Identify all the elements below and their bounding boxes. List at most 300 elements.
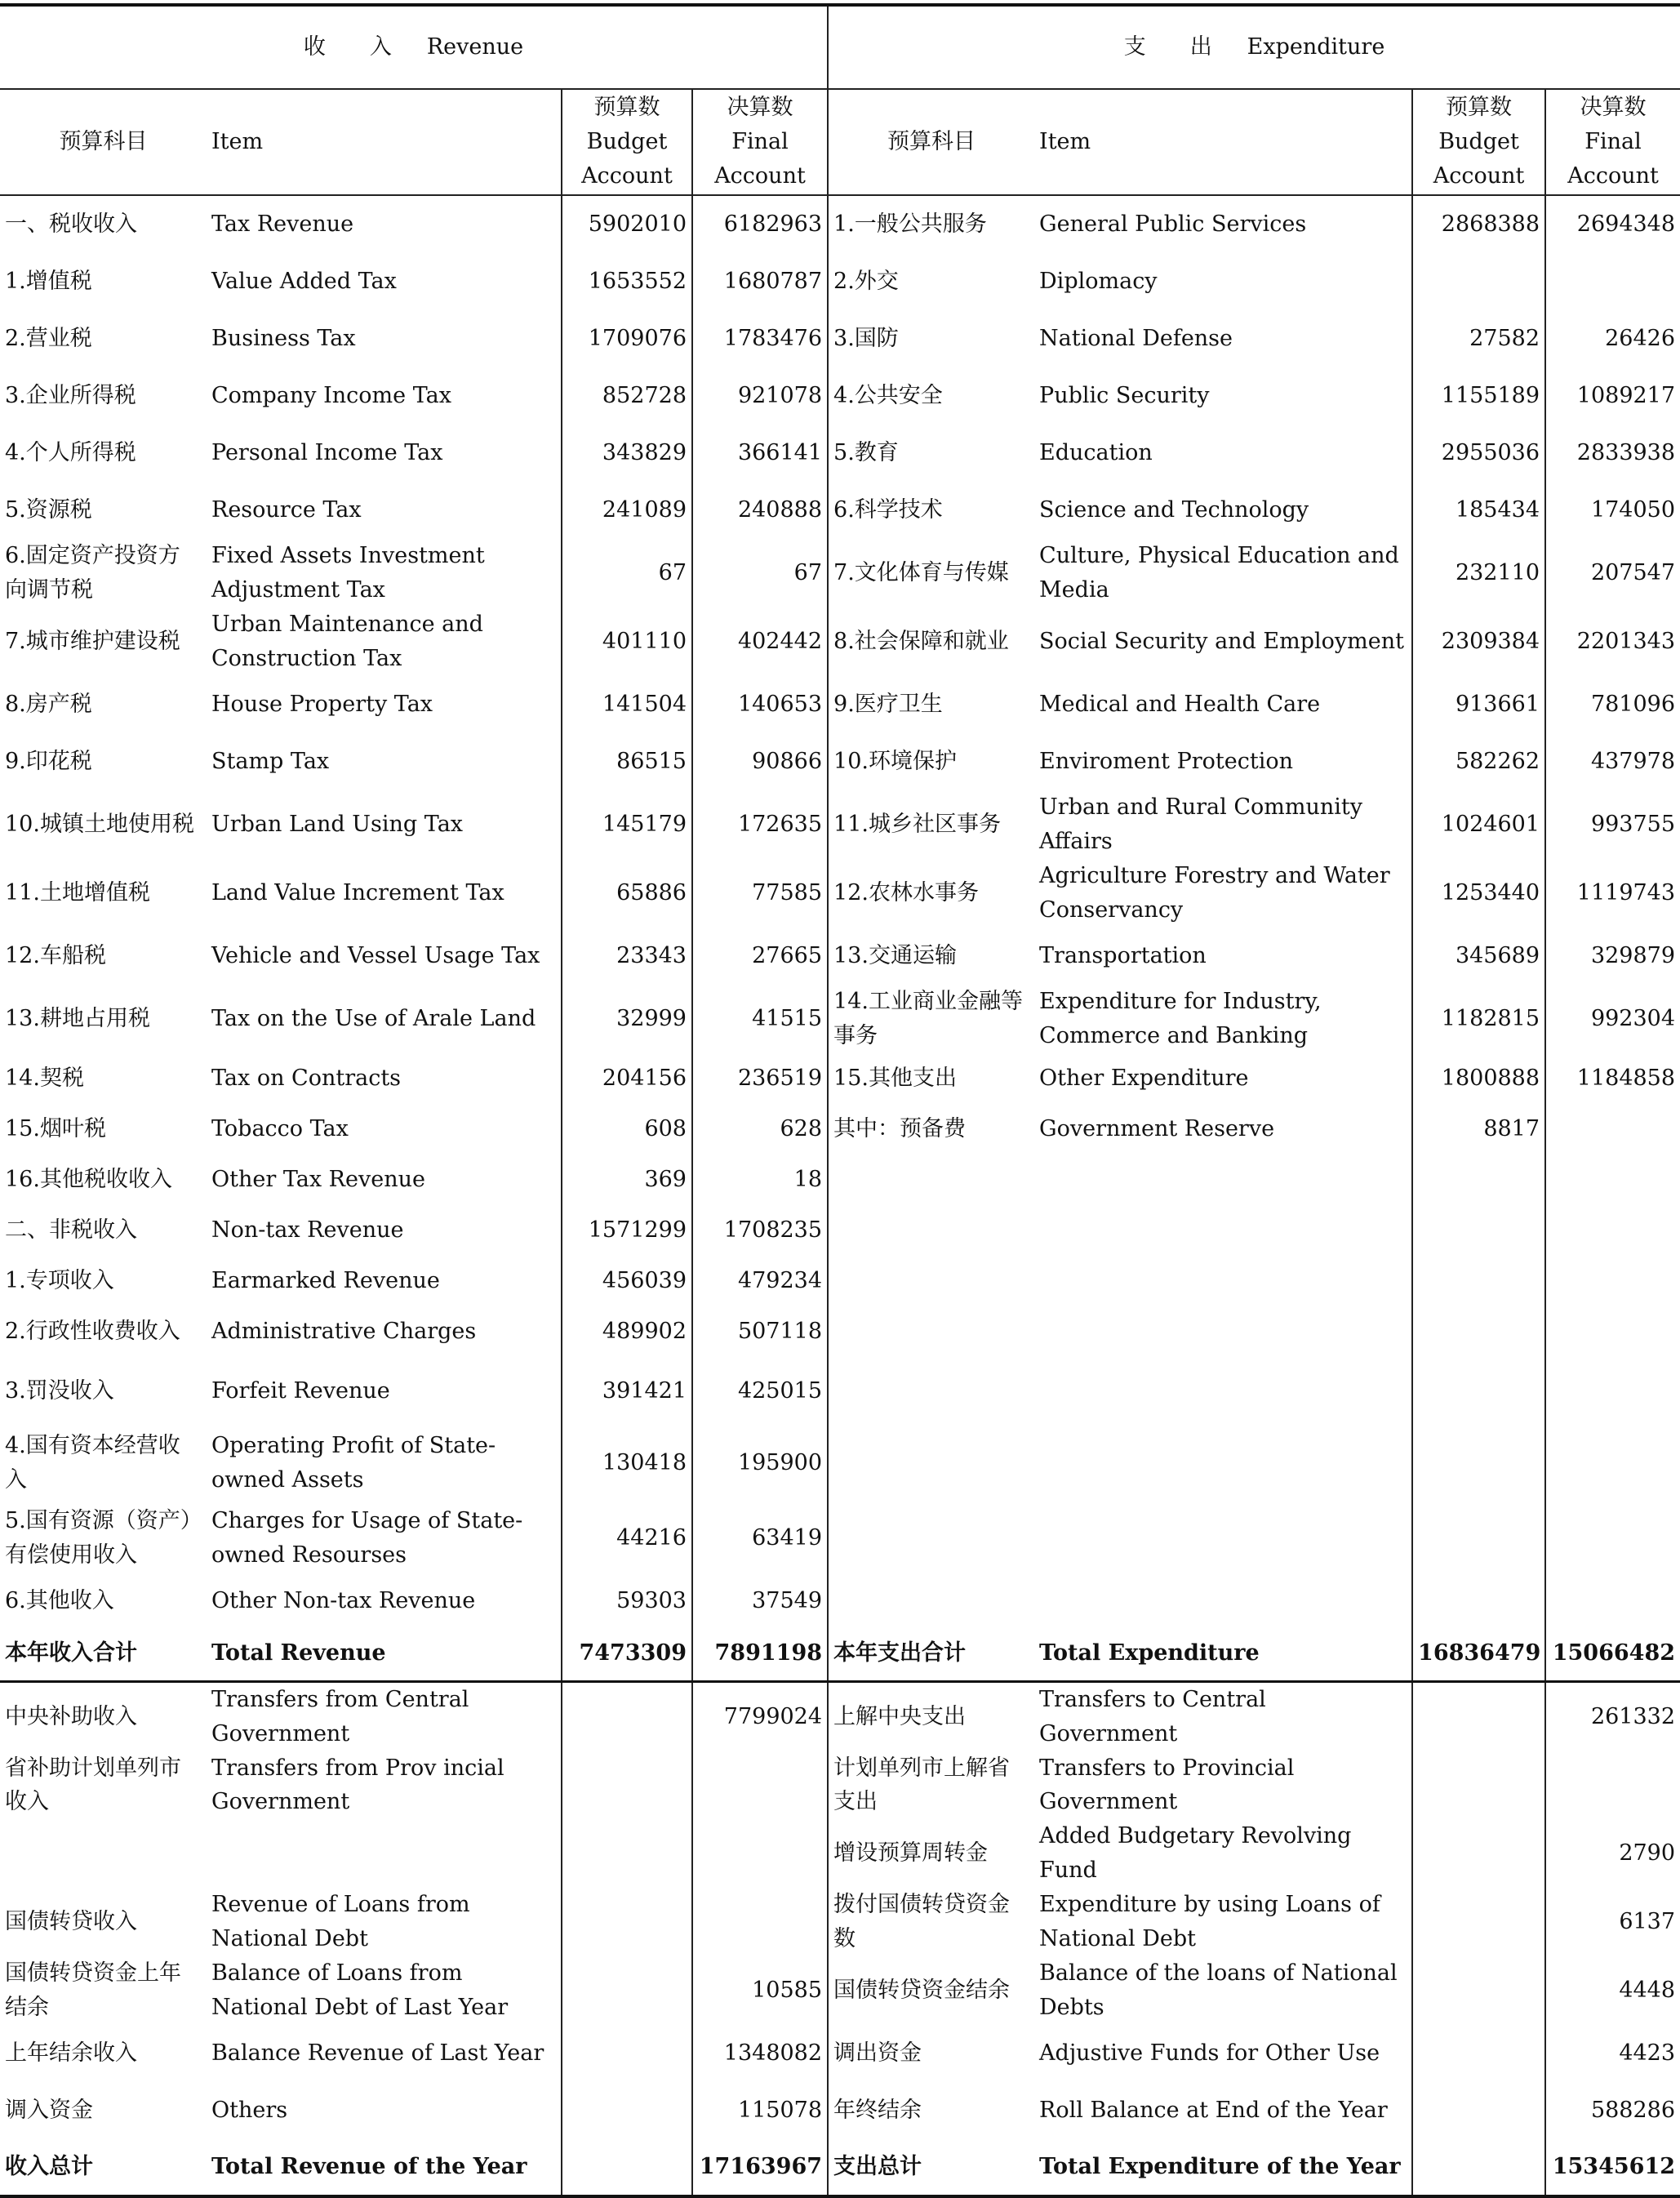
expenditure-budget-cell <box>1412 1501 1545 1576</box>
expenditure-final-cell <box>1545 1751 1680 1819</box>
expenditure-final-cell <box>1545 1306 1680 1357</box>
expenditure-subject-cell: 12.农林水事务 <box>828 859 1034 928</box>
table-row <box>0 1426 1680 1501</box>
revenue-subject-cell: 13.耕地占用税 <box>5 1005 150 1031</box>
revenue-subject-cell: 一、税收收入 <box>5 211 137 238</box>
table-row <box>0 1104 1680 1155</box>
expenditure-final-cell: 992304 <box>1545 985 1680 1053</box>
revenue-subject-cell: 省补助计划单列市收入 <box>5 1755 181 1815</box>
expenditure-subject-cell: 6.科学技术 <box>828 482 1034 539</box>
expenditure-subject-cell: 10.环境保护 <box>828 733 1034 790</box>
expenditure-budget-cell <box>1412 1256 1545 1306</box>
revenue-subject-cell: 上年结余收入 <box>5 2040 137 2067</box>
revenue-final-cell: 6182963 <box>692 195 828 253</box>
expenditure-final-cell <box>1545 1256 1680 1306</box>
revenue-item-cell: Others <box>211 2098 288 2124</box>
expenditure-item-cell: Diplomacy <box>1039 269 1158 295</box>
budget-header-en2: Account <box>581 162 673 189</box>
expenditure-item-cell: Total Expenditure of the Year <box>1034 2139 1412 2196</box>
revenue-final-cell: 628 <box>692 1104 828 1155</box>
table-row <box>0 928 1680 985</box>
revenue-budget-cell: 369 <box>562 1155 692 1205</box>
expenditure-subject-cell <box>828 1501 1034 1576</box>
expenditure-budget-cell <box>1412 1956 1545 2025</box>
revenue-final-cell <box>692 1751 828 1819</box>
revenue-budget-cell: 23343 <box>562 928 692 985</box>
expenditure-subject-header: 预算科目 <box>828 89 1034 195</box>
expenditure-subject-cell <box>828 1205 1034 1256</box>
table-row <box>0 1819 1680 1888</box>
column-header-row <box>0 89 1680 195</box>
revenue-subject-cell: 国债转贷资金上年结余 <box>5 1960 181 2021</box>
revenue-budget-cell <box>562 1956 692 2025</box>
revenue-item-cell: Fixed Assets Investment Adjustment Tax <box>211 543 485 603</box>
revenue-item-cell: Transfers from Prov incial Government <box>211 1755 504 1815</box>
revenue-budget-cell: 32999 <box>562 985 692 1053</box>
expenditure-subject-cell: 7.文化体育与传媒 <box>828 539 1034 607</box>
expenditure-final-cell <box>1545 1155 1680 1205</box>
final-header-en1: Final <box>1584 129 1642 155</box>
table-row <box>0 253 1680 310</box>
revenue-subject-cell: 16.其他税收收入 <box>5 1166 172 1192</box>
expenditure-final-cell <box>1545 1501 1680 1576</box>
expenditure-subject-cell: 增设预算周转金 <box>828 1819 1034 1888</box>
table-row <box>0 1576 1680 1626</box>
expenditure-item-header: Item <box>1034 89 1412 195</box>
revenue-final-cell: 63419 <box>692 1501 828 1576</box>
revenue-budget-cell: 852728 <box>562 367 692 425</box>
expenditure-item-cell <box>1034 1576 1412 1626</box>
expenditure-subject-cell: 11.城乡社区事务 <box>828 790 1034 859</box>
revenue-item-cell: Company Income Tax <box>211 383 451 409</box>
revenue-final-cell <box>692 1888 828 1956</box>
revenue-item-cell: Operating Profit of State-owned Assets <box>211 1432 496 1493</box>
revenue-budget-cell: 5902010 <box>562 195 692 253</box>
revenue-final-cell: 90866 <box>692 733 828 790</box>
final-header-en1: Final <box>731 129 789 155</box>
revenue-subject-header: 预算科目 <box>0 89 207 195</box>
expenditure-item-cell: Balance of the loans of National Debts <box>1039 1960 1398 2021</box>
table-row <box>0 367 1680 425</box>
expenditure-subject-cell <box>828 1426 1034 1501</box>
expenditure-subject-cell: 年终结余 <box>828 2082 1034 2139</box>
revenue-subject-cell: 3.罚没收入 <box>5 1377 114 1404</box>
expenditure-item-cell <box>1034 1256 1412 1306</box>
revenue-budget-cell: 1571299 <box>562 1205 692 1256</box>
revenue-budget-cell: 7473309 <box>562 1626 692 1682</box>
revenue-subject-cell: 2.行政性收费收入 <box>5 1318 180 1344</box>
expenditure-final-cell <box>1545 253 1680 310</box>
expenditure-budget-cell: 185434 <box>1412 482 1545 539</box>
expenditure-item-cell: Government Reserve <box>1039 1115 1275 1141</box>
expenditure-budget-cell: 345689 <box>1412 928 1545 985</box>
expenditure-final-cell <box>1545 1205 1680 1256</box>
expenditure-title-cn: 支 出 <box>1123 34 1212 60</box>
revenue-item-cell: Urban Land Using Tax <box>211 811 464 837</box>
table-row <box>0 1888 1680 1956</box>
expenditure-subject-cell: 15.其他支出 <box>828 1053 1034 1104</box>
table-row <box>0 425 1680 482</box>
revenue-item-cell: Tax on Contracts <box>211 1065 402 1091</box>
table-row <box>0 2082 1680 2139</box>
revenue-final-cell: 507118 <box>692 1306 828 1357</box>
revenue-item-cell <box>207 1819 562 1888</box>
revenue-item-cell: Earmarked Revenue <box>211 1267 440 1293</box>
expenditure-subject-cell: 13.交通运输 <box>828 928 1034 985</box>
expenditure-subject-cell: 调出资金 <box>828 2025 1034 2082</box>
expenditure-subject-cell: 8.社会保障和就业 <box>828 607 1034 676</box>
revenue-item-cell: Administrative Charges <box>211 1318 477 1344</box>
expenditure-subject-cell <box>828 1256 1034 1306</box>
expenditure-subject-cell <box>828 1306 1034 1357</box>
expenditure-item-cell: Social Security and Employment <box>1039 629 1404 655</box>
expenditure-final-cell: 2790 <box>1545 1819 1680 1888</box>
budget-header-cn: 预算数 <box>593 95 660 121</box>
expenditure-budget-cell: 2868388 <box>1412 195 1545 253</box>
expenditure-subject-cell: 其中：预备费 <box>828 1104 1034 1155</box>
expenditure-budget-cell <box>1412 1751 1545 1819</box>
final-header-en2: Account <box>1567 162 1659 189</box>
expenditure-final-cell: 6137 <box>1545 1888 1680 1956</box>
revenue-budget-cell <box>562 1888 692 1956</box>
expenditure-budget-cell <box>1412 1155 1545 1205</box>
revenue-budget-cell: 44216 <box>562 1501 692 1576</box>
expenditure-subject-cell: 拨付国债转贷资金数 <box>828 1888 1034 1956</box>
revenue-budget-cell <box>562 1681 692 1751</box>
expenditure-subject-cell: 14.工业商业金融等事务 <box>828 985 1034 1053</box>
expenditure-budget-cell <box>1412 2139 1545 2196</box>
final-header-cn: 决算数 <box>727 95 793 121</box>
revenue-subject-cell: 14.契税 <box>5 1065 84 1091</box>
expenditure-item-cell <box>1034 1426 1412 1501</box>
expenditure-budget-cell: 27582 <box>1412 310 1545 367</box>
expenditure-budget-cell <box>1412 1205 1545 1256</box>
expenditure-item-cell: National Defense <box>1039 326 1233 352</box>
revenue-final-cell: 18 <box>692 1155 828 1205</box>
revenue-budget-cell: 241089 <box>562 482 692 539</box>
revenue-subject-cell: 中央补助收入 <box>5 1703 137 1729</box>
expenditure-final-cell <box>1545 1576 1680 1626</box>
table-row <box>0 2025 1680 2082</box>
table-row <box>0 310 1680 367</box>
revenue-budget-cell: 456039 <box>562 1256 692 1306</box>
revenue-subject-cell <box>0 1819 207 1888</box>
revenue-final-cell: 1348082 <box>692 2025 828 2082</box>
revenue-section-title <box>0 5 828 89</box>
revenue-final-cell: 240888 <box>692 482 828 539</box>
expenditure-item-cell: Medical and Health Care <box>1039 692 1321 718</box>
revenue-final-cell <box>692 1819 828 1888</box>
revenue-budget-cell: 145179 <box>562 790 692 859</box>
revenue-item-cell: House Property Tax <box>211 692 433 718</box>
table-row <box>0 1751 1680 1819</box>
table-row <box>0 607 1680 676</box>
expenditure-final-cell: 437978 <box>1545 733 1680 790</box>
revenue-budget-cell: 608 <box>562 1104 692 1155</box>
expenditure-item-cell: General Public Services <box>1039 211 1307 238</box>
revenue-item-cell: Total Revenue of the Year <box>207 2139 562 2196</box>
expenditure-budget-cell: 1182815 <box>1412 985 1545 1053</box>
revenue-subject-cell: 本年收入合计 <box>0 1626 207 1682</box>
revenue-item-cell: Revenue of Loans from National Debt <box>211 1892 470 1952</box>
revenue-final-cell: 479234 <box>692 1256 828 1306</box>
revenue-budget-cell: 59303 <box>562 1576 692 1626</box>
table-row <box>0 733 1680 790</box>
expenditure-final-cell: 1184858 <box>1545 1053 1680 1104</box>
revenue-budget-cell: 343829 <box>562 425 692 482</box>
budget-header-en2: Account <box>1433 162 1525 189</box>
expenditure-item-cell: Education <box>1039 440 1153 466</box>
expenditure-budget-cell: 1253440 <box>1412 859 1545 928</box>
revenue-budget-cell: 401110 <box>562 607 692 676</box>
revenue-subject-cell: 6.其他收入 <box>5 1587 114 1613</box>
table-row <box>0 195 1680 253</box>
revenue-final-cell: 172635 <box>692 790 828 859</box>
table-row <box>0 1357 1680 1426</box>
expenditure-budget-cell <box>1412 1357 1545 1426</box>
table-row <box>0 1205 1680 1256</box>
expenditure-final-cell: 15345612 <box>1545 2139 1680 2196</box>
revenue-item-cell: Non-tax Revenue <box>211 1217 404 1243</box>
expenditure-item-cell: Transfers to Central Government <box>1039 1686 1266 1746</box>
revenue-final-cell: 195900 <box>692 1426 828 1501</box>
table-row <box>0 482 1680 539</box>
expenditure-subject-cell: 上解中央支出 <box>828 1681 1034 1751</box>
table-row <box>0 1256 1680 1306</box>
expenditure-budget-cell: 1155189 <box>1412 367 1545 425</box>
revenue-item-header: Item <box>207 89 562 195</box>
expenditure-item-cell: Urban and Rural Community Affairs <box>1039 794 1362 854</box>
expenditure-final-cell: 2201343 <box>1545 607 1680 676</box>
expenditure-subject-cell: 5.教育 <box>828 425 1034 482</box>
revenue-subject-cell: 收入总计 <box>0 2139 207 2196</box>
table-row <box>0 1155 1680 1205</box>
grand-total-row <box>0 2139 1680 2196</box>
expenditure-budget-cell <box>1412 1819 1545 1888</box>
expenditure-item-cell <box>1034 1155 1412 1205</box>
table-row <box>0 790 1680 859</box>
expenditure-budget-cell <box>1412 2025 1545 2082</box>
revenue-item-cell: Total Revenue <box>207 1626 562 1682</box>
expenditure-item-cell: Culture, Physical Education and Media <box>1039 543 1399 603</box>
revenue-item-cell: Value Added Tax <box>211 269 397 295</box>
expenditure-budget-cell: 1800888 <box>1412 1053 1545 1104</box>
expenditure-item-cell: Added Budgetary Revolving Fund <box>1039 1823 1352 1884</box>
revenue-final-cell: 41515 <box>692 985 828 1053</box>
revenue-item-cell: Land Value Increment Tax <box>211 879 504 905</box>
expenditure-item-cell: Adjustive Funds for Other Use <box>1039 2040 1380 2067</box>
expenditure-item-cell: Transportation <box>1039 942 1207 968</box>
revenue-item-cell: Vehicle and Vessel Usage Tax <box>211 942 540 968</box>
revenue-subject-cell: 4.个人所得税 <box>5 440 136 466</box>
expenditure-budget-cell <box>1412 1306 1545 1357</box>
revenue-final-cell: 1680787 <box>692 253 828 310</box>
expenditure-final-cell: 4448 <box>1545 1956 1680 2025</box>
expenditure-item-cell: Science and Technology <box>1039 497 1309 523</box>
expenditure-final-cell: 15066482 <box>1545 1626 1680 1682</box>
revenue-final-cell: 115078 <box>692 2082 828 2139</box>
expenditure-subject-cell: 支出总计 <box>828 2139 1034 2196</box>
expenditure-subject-cell <box>828 1155 1034 1205</box>
table-row <box>0 1956 1680 2025</box>
budget-header-en1: Budget <box>1438 129 1519 155</box>
revenue-item-cell: Balance of Loans from National Debt of Last Year <box>211 1960 509 2021</box>
revenue-budget-cell <box>562 2025 692 2082</box>
revenue-subject-cell: 2.营业税 <box>5 326 92 352</box>
revenue-budget-cell: 65886 <box>562 859 692 928</box>
expenditure-budget-cell: 582262 <box>1412 733 1545 790</box>
expenditure-item-cell: Agriculture Forestry and Water Conservancy <box>1039 862 1390 923</box>
section-header-row <box>0 5 1680 89</box>
revenue-budget-header <box>562 89 692 195</box>
revenue-final-cell: 366141 <box>692 425 828 482</box>
revenue-final-cell: 37549 <box>692 1576 828 1626</box>
expenditure-subject-cell <box>828 1576 1034 1626</box>
revenue-final-cell: 10585 <box>692 1956 828 2025</box>
expenditure-final-cell <box>1545 1104 1680 1155</box>
expenditure-subject-cell <box>828 1357 1034 1426</box>
revenue-item-cell: Stamp Tax <box>211 749 330 775</box>
revenue-budget-cell: 141504 <box>562 676 692 733</box>
revenue-subject-cell: 5.国有资源（资产）有偿使用收入 <box>5 1507 192 1568</box>
revenue-subject-cell: 10.城镇土地使用税 <box>5 811 194 837</box>
expenditure-subject-cell: 9.医疗卫生 <box>828 676 1034 733</box>
expenditure-budget-header <box>1412 89 1545 195</box>
table-row <box>0 859 1680 928</box>
expenditure-item-cell <box>1034 1205 1412 1256</box>
expenditure-final-cell: 26426 <box>1545 310 1680 367</box>
revenue-subject-cell: 5.资源税 <box>5 497 92 523</box>
expenditure-item-cell <box>1034 1501 1412 1576</box>
expenditure-final-cell: 588286 <box>1545 2082 1680 2139</box>
revenue-item-cell: Charges for Usage of State-owned Resourses <box>211 1507 523 1568</box>
expenditure-budget-cell <box>1412 1681 1545 1751</box>
revenue-final-cell: 17163967 <box>692 2139 828 2196</box>
expenditure-subject-cell: 3.国防 <box>828 310 1034 367</box>
revenue-subject-cell: 9.印花税 <box>5 749 92 775</box>
revenue-budget-cell: 1709076 <box>562 310 692 367</box>
revenue-item-cell: Other Non-tax Revenue <box>211 1587 476 1613</box>
revenue-final-header <box>692 89 828 195</box>
revenue-final-cell: 1708235 <box>692 1205 828 1256</box>
revenue-final-cell: 402442 <box>692 607 828 676</box>
expenditure-budget-cell: 16836479 <box>1412 1626 1545 1682</box>
expenditure-final-cell: 207547 <box>1545 539 1680 607</box>
revenue-budget-cell <box>562 2082 692 2139</box>
revenue-item-cell: Forfeit Revenue <box>211 1377 390 1404</box>
final-header-cn: 决算数 <box>1580 95 1647 121</box>
revenue-item-cell: Tax Revenue <box>211 211 354 238</box>
table-row <box>0 676 1680 733</box>
revenue-final-cell: 7891198 <box>692 1626 828 1682</box>
expenditure-item-cell: Other Expenditure <box>1039 1065 1249 1091</box>
revenue-budget-cell: 391421 <box>562 1357 692 1426</box>
expenditure-final-cell: 781096 <box>1545 676 1680 733</box>
final-header-en2: Account <box>714 162 806 189</box>
revenue-budget-cell: 489902 <box>562 1306 692 1357</box>
revenue-subject-cell: 8.房产税 <box>5 692 92 718</box>
expenditure-final-cell: 2833938 <box>1545 425 1680 482</box>
expenditure-final-cell: 261332 <box>1545 1681 1680 1751</box>
revenue-subject-cell: 国债转贷收入 <box>5 1909 137 1935</box>
expenditure-final-cell: 4423 <box>1545 2025 1680 2082</box>
expenditure-budget-cell <box>1412 1888 1545 1956</box>
revenue-subject-cell: 6.固定资产投资方向调节税 <box>5 543 180 603</box>
revenue-item-cell: Transfers from Central Government <box>211 1686 469 1746</box>
table-row <box>0 1053 1680 1104</box>
revenue-final-cell: 67 <box>692 539 828 607</box>
expenditure-budget-cell <box>1412 253 1545 310</box>
expenditure-title-en: Expenditure <box>1247 34 1385 60</box>
expenditure-item-cell: Expenditure by using Loans of National Debt <box>1039 1892 1380 1952</box>
revenue-final-cell: 921078 <box>692 367 828 425</box>
table-row <box>0 539 1680 607</box>
revenue-subject-cell: 1.专项收入 <box>5 1267 114 1293</box>
expenditure-final-cell: 174050 <box>1545 482 1680 539</box>
expenditure-subject-cell: 国债转贷资金结余 <box>828 1956 1034 2025</box>
total-row <box>0 1626 1680 1682</box>
revenue-budget-cell <box>562 1751 692 1819</box>
table-row <box>0 1306 1680 1357</box>
expenditure-final-header <box>1545 89 1680 195</box>
revenue-item-cell: Personal Income Tax <box>211 440 443 466</box>
revenue-budget-cell: 130418 <box>562 1426 692 1501</box>
revenue-budget-cell <box>562 2139 692 2196</box>
expenditure-subject-cell: 4.公共安全 <box>828 367 1034 425</box>
revenue-budget-cell: 86515 <box>562 733 692 790</box>
revenue-item-cell: Tax on the Use of Arale Land <box>211 1005 536 1031</box>
expenditure-item-cell: Transfers to Provincial Government <box>1039 1755 1295 1815</box>
expenditure-section-title <box>828 5 1680 89</box>
expenditure-item-cell: Total Expenditure <box>1034 1626 1412 1682</box>
revenue-final-cell: 1783476 <box>692 310 828 367</box>
expenditure-budget-cell: 232110 <box>1412 539 1545 607</box>
revenue-title-cn: 收 入 <box>303 34 392 60</box>
table-row <box>0 1501 1680 1576</box>
revenue-subject-cell: 3.企业所得税 <box>5 383 136 409</box>
revenue-subject-cell: 11.土地增值税 <box>5 879 150 905</box>
expenditure-subject-cell: 计划单列市上解省支出 <box>828 1751 1034 1819</box>
expenditure-final-cell <box>1545 1357 1680 1426</box>
expenditure-final-cell: 1119743 <box>1545 859 1680 928</box>
revenue-subject-cell: 12.车船税 <box>5 942 106 968</box>
expenditure-subject-cell: 本年支出合计 <box>828 1626 1034 1682</box>
table-row <box>0 1681 1680 1751</box>
revenue-title-en: Revenue <box>426 34 524 60</box>
revenue-final-cell: 236519 <box>692 1053 828 1104</box>
expenditure-item-cell <box>1034 1306 1412 1357</box>
revenue-subject-cell: 二、非税收入 <box>5 1217 137 1243</box>
expenditure-final-cell <box>1545 1426 1680 1501</box>
expenditure-final-cell: 2694348 <box>1545 195 1680 253</box>
revenue-item-cell: Business Tax <box>211 326 356 352</box>
revenue-budget-cell: 204156 <box>562 1053 692 1104</box>
expenditure-budget-cell: 8817 <box>1412 1104 1545 1155</box>
expenditure-budget-cell: 913661 <box>1412 676 1545 733</box>
expenditure-final-cell: 1089217 <box>1545 367 1680 425</box>
revenue-budget-cell <box>562 1819 692 1888</box>
revenue-final-cell: 140653 <box>692 676 828 733</box>
revenue-item-cell: Tobacco Tax <box>211 1115 349 1141</box>
revenue-item-cell: Resource Tax <box>211 497 362 523</box>
revenue-budget-cell: 67 <box>562 539 692 607</box>
expenditure-budget-cell <box>1412 1576 1545 1626</box>
revenue-subject-cell: 15.烟叶税 <box>5 1115 106 1141</box>
expenditure-final-cell: 993755 <box>1545 790 1680 859</box>
budget-header-en1: Budget <box>586 129 668 155</box>
expenditure-subject-cell: 2.外交 <box>828 253 1034 310</box>
revenue-item-cell: Other Tax Revenue <box>211 1166 425 1192</box>
